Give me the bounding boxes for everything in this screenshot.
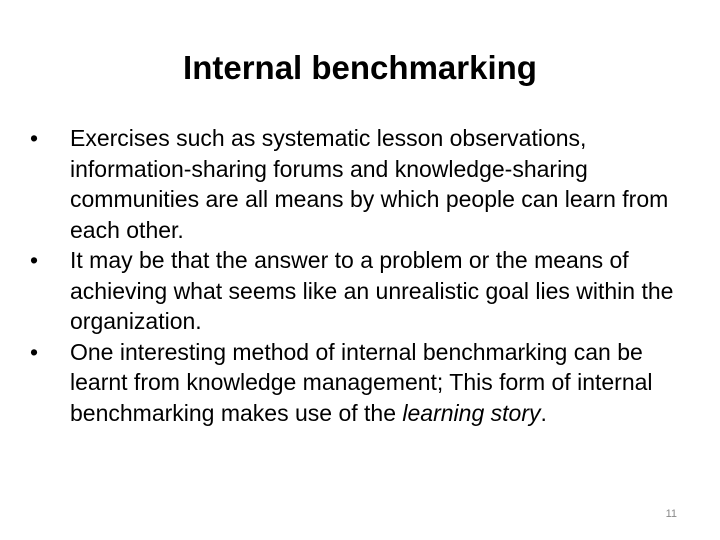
page-number: 11 [665,508,677,520]
bullet-text: One interesting method of internal benchmarking can be learnt from knowledge management; This form of internal benchmarking makes use of the [70,338,653,426]
bullet-text: It may be that the answer to a problem or the means of achieving what seems like an unrealistic goal lies within the organization. [70,247,674,334]
slide-title: Internal benchmarking [183,49,537,86]
bullet-item [26,123,694,245]
bullet-text: Exercises such as systematic lesson observations, information-sharing forums and knowledge-sharing communities are all means by which people can learn from each other. [70,125,669,243]
bullet-marker-icon: • [30,338,39,365]
bullet-text-tail: . [540,399,547,426]
bullet-item [26,337,694,429]
bullet-marker-icon: • [30,125,39,151]
bullet-list [26,123,694,428]
bullet-marker-icon: • [30,247,39,273]
bullet-item [26,245,694,337]
bullet-emphasis: learning story [402,399,541,426]
